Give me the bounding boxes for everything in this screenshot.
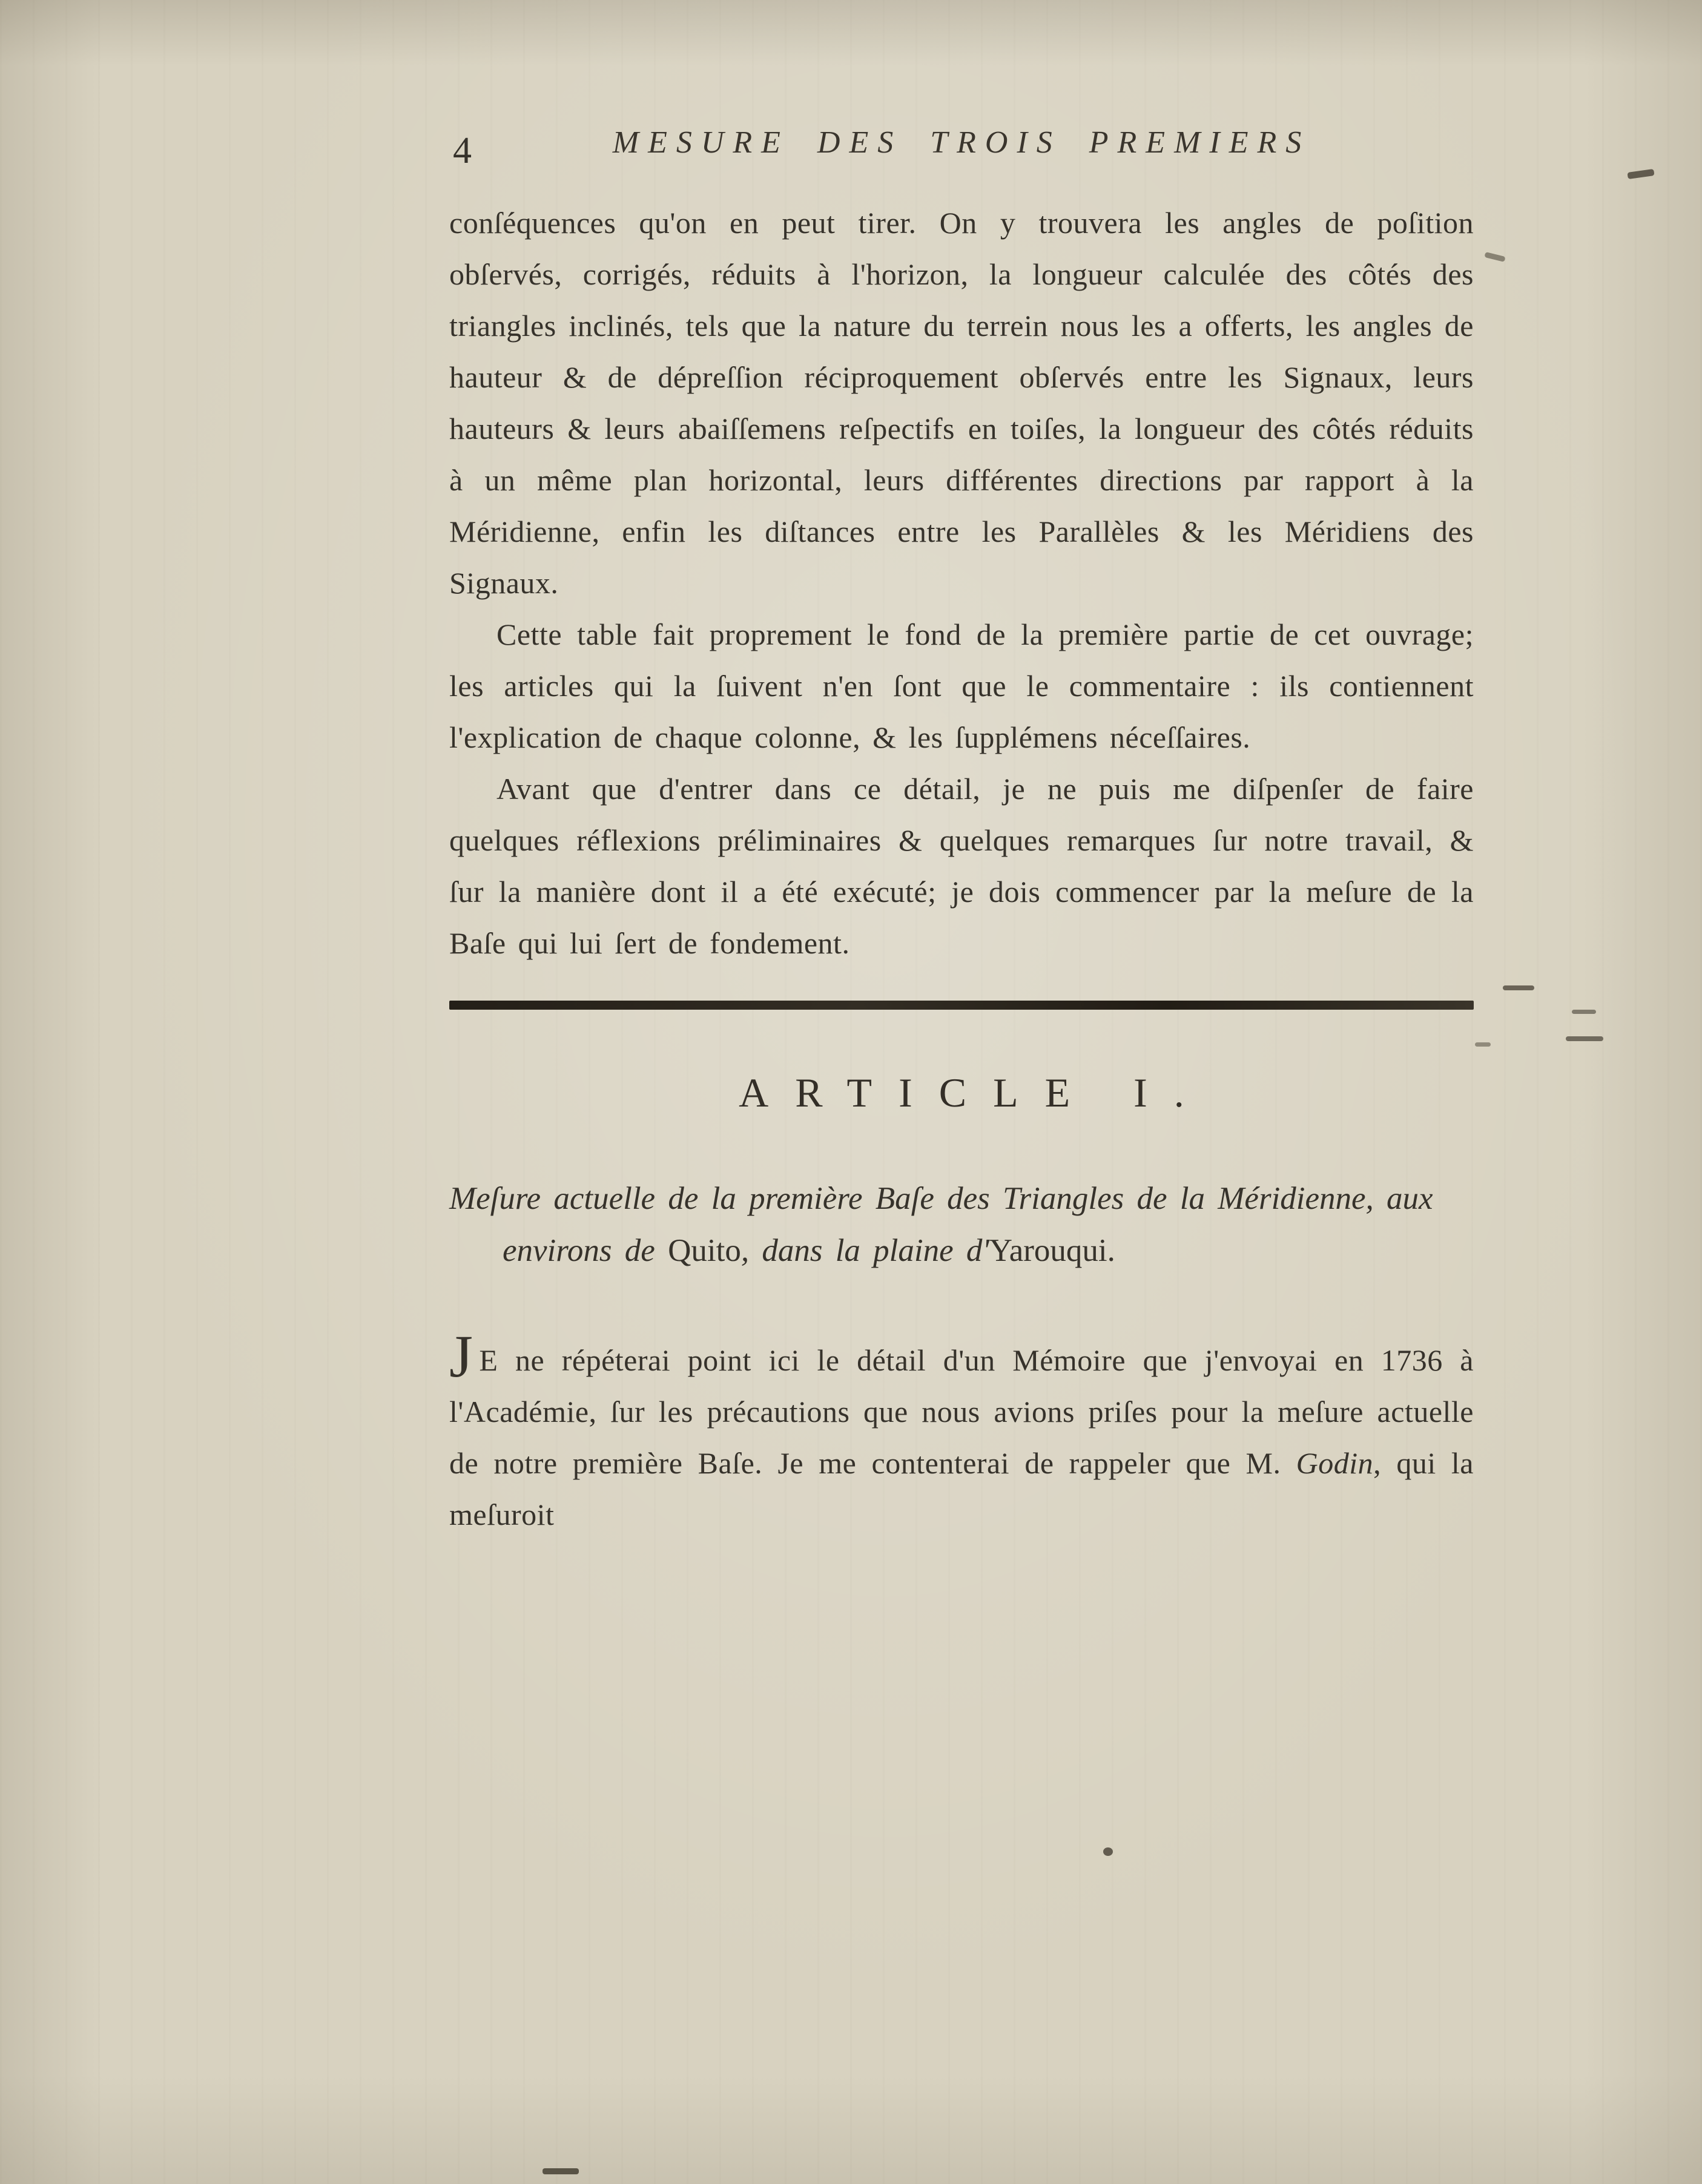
subtitle-place-yarouqui: Yarouqui. xyxy=(989,1233,1115,1268)
subtitle-text-italic: , dans la plaine d' xyxy=(741,1233,989,1268)
closing-paragraph xyxy=(449,1323,1474,1541)
body-paragraph-1: conſéquences qu'on en peut tirer. On y trouvera les angles de poſition obſervés, corrigés, réduits à l'horizon, la longueur calculée des côtés des triangles inclinés, tels que la nature du terrein nous les a offerts, les angles de hauteur & de dépreſſion réciproquement obſervés entre les Signaux, leurs hauteurs & leurs abaiſſemens reſpectifs en toiſes, la longueur des côtés réduits à un même plan horizontal, leurs différentes directions par rapport à la Méridienne, enfin les diſtances entre les Parallèles & les Méridiens des Signaux. xyxy=(449,206,1474,600)
page-text-block xyxy=(449,119,1474,1541)
section-divider-rule xyxy=(449,1001,1474,1010)
ink-speck xyxy=(1503,985,1534,990)
body-paragraph-2: Cette table fait proprement le fond de la première partie de cet ouvrage; les articles qui la ſuivent n'en ſont que le commentaire : ils contiennent l'explication de chaque colonne, & les ſupplémens néceſſaires. xyxy=(449,617,1474,754)
running-header: MESURE DES TROIS PREMIERS xyxy=(612,125,1311,160)
closing-text: , qui la meſuroit xyxy=(449,1446,1474,1531)
ink-speck xyxy=(1566,1036,1603,1041)
drop-cap-initial: J xyxy=(449,1323,473,1390)
author-name-godin: Godin xyxy=(1296,1446,1374,1480)
ink-speck xyxy=(1103,1847,1113,1856)
closing-text: E ne répéterai point ici le détail d'un Mémoire que j'envoyai en 1736 à l'Académie, ſur les précautions que nous avions priſes pour la meſure actuelle de notre première Baſe. Je me contenterai de rappeler que M. xyxy=(449,1343,1474,1480)
subtitle-text-italic: Meſure actuelle de la première Baſe des Triangles de la Méridienne, aux environs de xyxy=(449,1181,1433,1268)
page-number: 4 xyxy=(453,130,473,171)
subtitle-place-quito: Quito xyxy=(668,1233,741,1268)
article-heading: ARTICLE I. xyxy=(739,1070,1211,1116)
ink-speck xyxy=(1572,1010,1596,1014)
ink-speck xyxy=(543,2168,579,2174)
page-header xyxy=(449,119,1474,197)
body-paragraph-3: Avant que d'entrer dans ce détail, je ne puis me diſpenſer de faire quelques réflexions préliminaires & quelques remarques ſur notre travail, & ſur la manière dont il a été exécuté; je dois commencer par la meſure de la Baſe qui lui ſert de fondement. xyxy=(449,772,1474,960)
ink-speck xyxy=(1475,1042,1491,1047)
article-subtitle xyxy=(449,1173,1474,1277)
